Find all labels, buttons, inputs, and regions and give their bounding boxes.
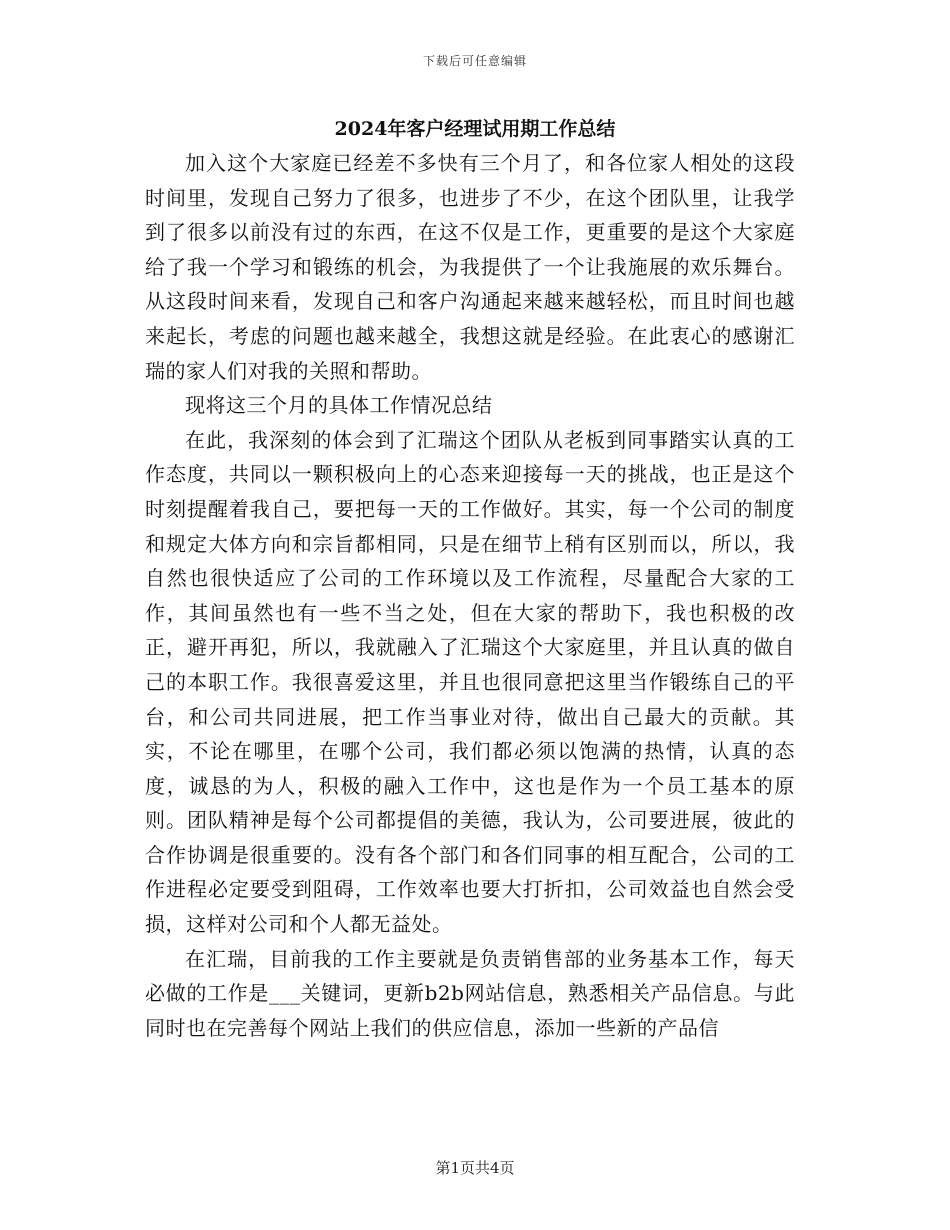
document-title: 2024年客户经理试用期工作总结	[334, 118, 616, 140]
document-body	[145, 146, 795, 1045]
header-note: 下载后可任意编辑	[422, 54, 527, 68]
page-number: 第1页共4页	[435, 1159, 515, 1177]
paragraph: 在汇瑞，目前我的工作主要就是负责销售部的业务基本工作，每天必做的工作是___关键词，更新b2b网站信息，熟悉相关产品信息。与此同时也在完善每个网站上我们的供应信息，添加一些新的产品信	[145, 946, 795, 1040]
paragraph: 现将这三个月的具体工作情况总结	[185, 393, 493, 418]
paragraph: 在此，我深刻的体会到了汇瑞这个团队从老板到同事踏实认真的工作态度，共同以一颗积极向上的心态来迎接每一天的挑战，也正是这个时刻提醒着我自己，要把每一天的工作做好。其实，每一个公司的制度和规定大体方向和宗旨都相同，只是在细节上稍有区别而以，所以，我自然也很快适应了公司的工作环境以及工作流程，尽量配合大家的工作，其间虽然也有一些不当之处，但在大家的帮助下，我也积极的改正，避开再犯，所以，我就融入了汇瑞这个大家庭里，并且认真的做自己的本职工作。我很喜爱这里，并且也很同意把这里当作锻练自己的平台，和公司共同进展，把工作当事业对待，做出自己最大的贡献。其实，不论在哪里，在哪个公司，我们都必须以饱满的热情，认真的态度，诚恳的为人，积极的融入工作中，这也是作为一个员工基本的原则。团队精神是每个公司都提倡的美德，我认为，公司要进展，彼此的合作协调是很重要的。没有各个部门和各们同事的相互配合，公司的工作进程必定要受到阻碍，工作效率也要大打折扣，公司效益也自然会受损，这样对公司和个人都无益处。	[145, 427, 795, 937]
paragraph: 加入这个大家庭已经差不多快有三个月了，和各位家人相处的这段时间里，发现自己努力了很多，也进步了不少，在这个团队里，让我学到了很多以前没有过的东西，在这不仅是工作，更重要的是这个大家庭给了我一个学习和锻练的机会，为我提供了一个让我施展的欢乐舞台。从这段时间来看，发现自己和客户沟通起来越来越轻松，而且时间也越来起长，考虑的问题也越来越全，我想这就是经验。在此衷心的感谢汇瑞的家人们对我的关照和帮助。	[145, 151, 795, 383]
